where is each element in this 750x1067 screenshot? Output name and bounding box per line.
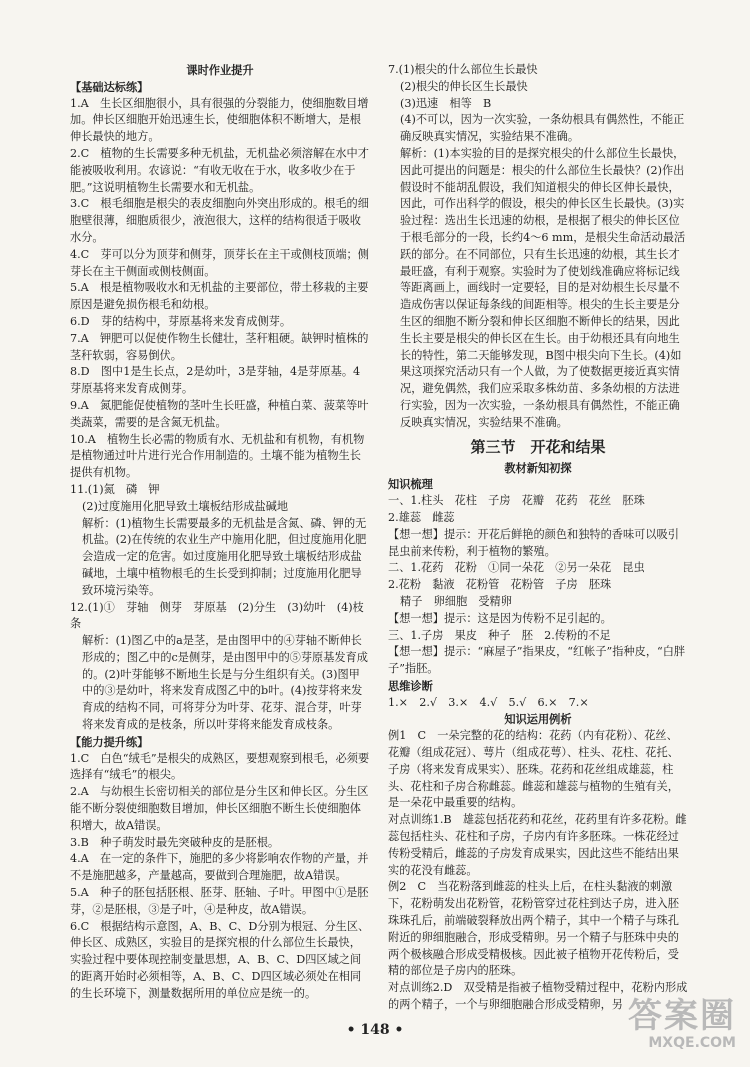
paragraph: 教材新知初探 (504, 460, 572, 475)
watermark (628, 997, 736, 1051)
paragraph: 3.C 根毛细胞是根尖的表皮细胞向外突出形成的。根毛的细胞壁很薄，细胞质很少，液泡很大，这样的结构很适于吸收水分。 (70, 197, 369, 244)
paragraph: 第三节 开花和结果 (470, 437, 606, 456)
paragraph: 三、1.子房 果皮 种子 胚 2.传粉的不足 (388, 628, 611, 642)
watermark-logo-text: 答案圈 (628, 996, 736, 1036)
paragraph: 5.A 种子的胚包括胚根、胚芽、胚轴、子叶。甲图中①是胚芽，②是胚根，③是子叶，④是种皮，故A错误。 (70, 886, 369, 916)
paragraph: 2.A 与幼根生长密切相关的部位是分生区和伸长区。分生区能不断分裂使细胞数目增加，伸长区细胞不断生长使细胞体积增大，故A错误。 (70, 785, 369, 832)
paragraph: 10.A 植物生长必需的物质有水、无机盐和有机物，有机物是植物通过叶片进行光合作用制造的。土壤不能为植物生长提供有机物。 (70, 432, 365, 480)
paragraph: 5.A 根是植物吸收水和无机盐的主要部位，带土移栽的主要原因是避免损伤根毛和幼根。 (70, 281, 369, 312)
paragraph: (3)迅速 相等 B (400, 96, 492, 110)
paragraph: 1.× 2.√ 3.× 4.√ 5.√ 6.× 7.× (388, 695, 589, 709)
paragraph: 【想一想】提示：开花后鲜艳的颜色和独特的香味可以吸引昆虫前来传粉，利于植物的繁殖。 (388, 527, 679, 558)
paragraph: (4)不可以，因为一次实验，一条幼根具有偶然性，不能正确反映真实情况，实验结果不准确。 (400, 113, 685, 144)
paragraph: 4.A 在一定的条件下，施肥的多少将影响农作物的产量，并不是施肥越多，产量越高，要做到合理施肥，故A错误。 (70, 852, 369, 883)
page-number: • 148 • (346, 1022, 404, 1038)
paragraph: 4.C 芽可以分为顶芽和侧芽，顶芽长在主干或侧枝顶端；侧芽长在主干侧面或侧枝侧面。 (70, 247, 369, 278)
paragraph: 二、1.花药 花粉 ①同一朵花 ②另一朵花 昆虫 (388, 561, 645, 575)
paragraph: 7.A 钾肥可以促使作物生长健壮，茎秆粗硬。缺钾时植株的茎秆软弱，容易倒伏。 (70, 331, 369, 362)
paragraph: 【基础达标练】 (70, 79, 149, 94)
paragraph: 对点训练2.D 双受精是指被子植物受精过程中，花粉内形成的两个精子，一个与卵细胞融合形成受精卵，另 (388, 981, 688, 1012)
paragraph: 知识运用例析 (504, 712, 572, 727)
paragraph: 课时作业提升 (186, 63, 254, 77)
paragraph: 例2 C 当花粉落到雌蕊的柱头上后，在柱头黏液的刺激下，花粉萌发出花粉管，花粉管穿过花柱到达子房，进入胚珠珠孔后，前端破裂释放出两个精子，其中一个精子与珠孔附近的卵细胞融合，形成受精卵。另一个精子与胚珠中央的两个极核融合形成受精极核。因此被子植物开花传粉后，受精的部位是子房内的胚珠。 (388, 880, 679, 978)
paragraph: 1.C 白色“绒毛”是根尖的成熟区，要想观察到根毛，必须要选择有“绒毛”的根尖。 (70, 751, 370, 782)
paragraph: 【能力提升练】 (70, 734, 149, 749)
paragraph: 2.雄蕊 雌蕊 (388, 510, 455, 524)
paragraph: 【想一想】提示：“麻屋子”指果皮，“红帐子”指种皮，“白胖子”指胚。 (388, 645, 686, 676)
paragraph: 思维诊断 (388, 678, 433, 693)
left-column (70, 62, 370, 1003)
paragraph: 7.(1)根尖的什么部位生长最快 (388, 63, 538, 76)
paragraph: 2.花粉 黏液 花粉管 花粉管 子房 胚珠 (388, 578, 612, 592)
paragraph: (2)过度施用化肥导致土壤板结形成盐碱地 (82, 499, 289, 513)
paragraph: 2.C 植物的生长需要多种无机盐，无机盐必须溶解在水中才能被吸收利用。农谚说：“有收无收在于水，收多收少在于肥。”这说明植物生长需要水和无机盐。 (70, 146, 369, 194)
paragraph: 【想一想】提示：这是因为传粉不足引起的。 (388, 611, 612, 625)
paragraph: 9.A 氮肥能促使植物的茎叶生长旺盛，种植白菜、菠菜等叶类蔬菜，需要的是含氮无机盐。 (70, 398, 369, 429)
paragraph: 1.A 生长区细胞很小，具有很强的分裂能力，使细胞数目增加。伸长区细胞开始迅速生长，使细胞体积不断增大，是根伸长最快的地方。 (70, 96, 369, 144)
watermark-url: MXQE.COM (648, 1035, 736, 1051)
paragraph: 对点训练1.B 雄蕊包括花药和花丝，花药里有许多花粉。雌蕊包括柱头、花柱和子房，子房内有许多胚珠。一株花经过传粉受精后，雌蕊的子房发育成果实，因此这些不能结出果实的花没有雌蕊。 (388, 813, 687, 877)
paragraph: 12.(1)① 芽轴 侧芽 芽原基 (2)分生 (3)幼叶 (4)枝条 (70, 600, 364, 631)
paragraph: 知识梳理 (388, 477, 433, 492)
paragraph: 解析：(1)图乙中的a是茎，是由图甲中的④芽轴不断伸长形成的；图乙中的c是侧芽，是由图甲中的⑤芽原基发育成的。(2)叶芽能够不断地生长是与分生组织有关。(3)图甲中的③是幼叶，将来发育成图乙中的b叶。(4)按芽将来发育成的结构不同，可将芽分为叶芽、花芽、混合芽，叶芽将来发育成的是枝条，所以叶芽将来能发育成枝条。 (82, 634, 368, 732)
paragraph: 3.B 种子萌发时最先突破种皮的是胚根。 (70, 835, 280, 849)
paragraph: 解析：(1)本实验的目的是探究根尖的什么部位生长最快，因此可提出的问题是：根尖的什么部位生长最快？(2)作出假设时不能胡乱假设，我们知道根尖的伸长区伸长最快，因此，可作出科学的假设，根尖的伸长区生长最快。(3)实验过程：选出生长迅速的幼根，是根据了根尖的伸长区位于根毛部分的一段，长约4～6 mm，是根尖生命活动最活跃的部分。在不同部位，只有生长迅速的幼根，其生长才最旺盛，有利于观察。实验时为了使划线准确应将标记线等距离画上，画线时一定要轻，目的是对幼根生长尽量不造成伤害以保证每条线的间距相等。根尖的生长主要是分生区的细胞不断分裂和伸长区细胞不断伸长的结果，因此生长主要是根尖的伸长区在生长。由于幼根还具有向地生长的特性，第二天能够发现，B图中根尖向下生长。(4)如果这项探究活动只有一个人做，为了使数据更接近真实情况，避免偶然，我们应采取多株幼苗、多条幼根的方法进行实验，因为一次实验，一条幼根具有偶然性，不能正确反映真实情况，实验结果不准确。 (400, 146, 686, 429)
right-column (388, 62, 688, 1014)
paragraph: 6.D 芽的结构中，芽原基将来发育成侧芽。 (70, 314, 292, 328)
paragraph: 例1 C 一朵完整的花的结构：花药（内有花粉）、花丝、花瓣（组成花冠）、萼片（组成花萼）、柱头、花柱、花托、子房（将来发育成果实）、胚珠。花药和花丝组成雄蕊，柱头、花柱和子房合称雌蕊。雌蕊和雄蕊与植物的生殖有关，是一朵花中最重要的结构。 (388, 729, 679, 810)
paragraph: 精子 卵细胞 受精卵 (400, 594, 512, 608)
paragraph: 8.D 图中1是生长点，2是幼叶，3是芽轴，4是芽原基。4芽原基将来发育成侧芽。 (70, 365, 361, 396)
paragraph: 一、1.柱头 花柱 子房 花瓣 花药 花丝 胚珠 (388, 494, 645, 508)
paragraph: (2)根尖的伸长区生长最快 (400, 79, 528, 93)
paragraph: 6.C 根据结构示意图，A、B、C、D分别为根冠、分生区、伸长区、成熟区，实验目的是探究根的什么部位生长最快，实验过程中要体现控制变量思想，A、B、C、D四区域之间的距离开始时必须相等，A、B、C、D四区域必须处在相同的生长环境下，测量数据所用的单位应是统一的。 (70, 919, 370, 1000)
paragraph: 解析：(1)植物生长需要最多的无机盐是含氮、磷、钾的无机盐。(2)在传统的农业生产中施用化肥，但过度施用化肥会造成一定的危害。如过度施用化肥导致土壤板结形成盐碱地，土壤中植物根毛的生长受到抑制；过度施用化肥导致环境污染等。 (82, 516, 367, 597)
paragraph: 11.(1)氮 磷 钾 (70, 482, 160, 496)
